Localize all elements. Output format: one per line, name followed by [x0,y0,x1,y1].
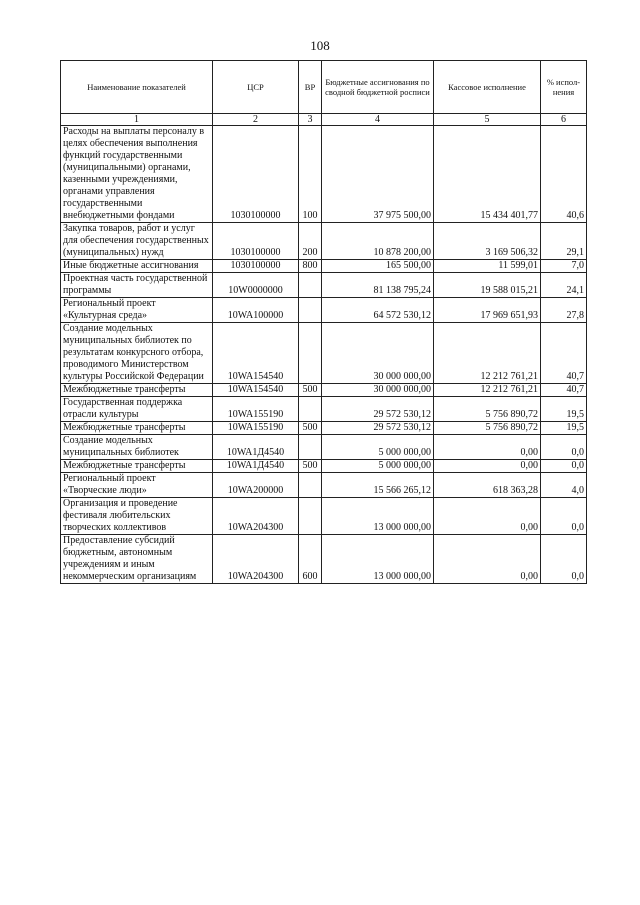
table-row [61,384,587,397]
column-number: 4 [322,114,434,126]
row-percent: 0,0 [541,435,587,460]
row-csr: 10WA100000 [213,298,299,323]
row-csr: 10W0000000 [213,273,299,298]
column-number: 1 [61,114,213,126]
row-allocation: 37 975 500,00 [322,126,434,223]
row-vr: 600 [299,535,322,584]
row-vr: 800 [299,260,322,273]
row-allocation: 10 878 200,00 [322,223,434,260]
row-allocation: 30 000 000,00 [322,384,434,397]
row-csr: 10WA155190 [213,397,299,422]
table-row [61,473,587,498]
header-vr: ВР [299,61,322,114]
row-execution: 17 969 651,93 [434,298,541,323]
table-row [61,323,587,384]
column-number: 3 [299,114,322,126]
row-name: Государственная поддержка отрасли культуры [61,397,213,422]
row-csr: 1030100000 [213,126,299,223]
row-execution: 5 756 890,72 [434,422,541,435]
header-percent: % испол-нения [541,61,587,114]
budget-table [60,60,587,584]
row-execution: 0,00 [434,460,541,473]
table-row [61,498,587,535]
row-name: Региональный проект «Культурная среда» [61,298,213,323]
row-allocation: 13 000 000,00 [322,498,434,535]
row-csr: 1030100000 [213,260,299,273]
row-csr: 10WA154540 [213,323,299,384]
row-name: Расходы на выплаты персоналу в целях обеспечения выполнения функций государственными (муниципальными) органами, казенными учреждениями, органами управления государственными внебюджетными фондами [61,126,213,223]
row-csr: 10WA204300 [213,498,299,535]
row-allocation: 81 138 795,24 [322,273,434,298]
column-number: 2 [213,114,299,126]
row-vr [299,298,322,323]
row-percent: 0,0 [541,460,587,473]
row-vr: 200 [299,223,322,260]
column-number-row [61,114,587,126]
row-vr [299,435,322,460]
row-vr [299,273,322,298]
row-name: Иные бюджетные ассигнования [61,260,213,273]
row-execution: 0,00 [434,498,541,535]
row-percent: 27,8 [541,298,587,323]
row-percent: 40,6 [541,126,587,223]
row-execution: 15 434 401,77 [434,126,541,223]
column-number: 5 [434,114,541,126]
row-allocation: 30 000 000,00 [322,323,434,384]
table-row [61,535,587,584]
table-row [61,260,587,273]
page-number: 108 [310,38,330,53]
row-execution: 5 756 890,72 [434,397,541,422]
row-allocation: 29 572 530,12 [322,397,434,422]
table-row [61,298,587,323]
row-csr: 10WA155190 [213,422,299,435]
row-allocation: 5 000 000,00 [322,435,434,460]
header-csr: ЦСР [213,61,299,114]
row-vr [299,498,322,535]
row-csr: 10WA204300 [213,535,299,584]
row-percent: 19,5 [541,397,587,422]
row-execution: 618 363,28 [434,473,541,498]
header-execution: Кассовое исполнение [434,61,541,114]
row-execution: 0,00 [434,535,541,584]
table-row [61,273,587,298]
row-execution: 12 212 761,21 [434,323,541,384]
table-row [61,126,587,223]
row-csr: 10WA154540 [213,384,299,397]
table-row [61,397,587,422]
table-row [61,223,587,260]
table-header-row [61,61,587,114]
row-allocation: 13 000 000,00 [322,535,434,584]
row-name: Региональный проект «Творческие люди» [61,473,213,498]
row-allocation: 64 572 530,12 [322,298,434,323]
row-name: Межбюджетные трансферты [61,384,213,397]
row-execution: 3 169 506,32 [434,223,541,260]
row-allocation: 165 500,00 [322,260,434,273]
table-row [61,460,587,473]
row-execution: 19 588 015,21 [434,273,541,298]
row-vr: 500 [299,422,322,435]
row-execution: 0,00 [434,435,541,460]
row-vr [299,323,322,384]
row-percent: 19,5 [541,422,587,435]
row-allocation: 5 000 000,00 [322,460,434,473]
row-name: Межбюджетные трансферты [61,422,213,435]
row-percent: 40,7 [541,323,587,384]
row-allocation: 15 566 265,12 [322,473,434,498]
row-percent: 4,0 [541,473,587,498]
row-name: Предоставление субсидий бюджетным, автономным учреждениям и иным некоммерческим организациям [61,535,213,584]
row-name: Закупка товаров, работ и услуг для обеспечения государственных (муниципальных) нужд [61,223,213,260]
header-name: Наименование показателей [61,61,213,114]
row-vr [299,397,322,422]
row-execution: 11 599,01 [434,260,541,273]
row-percent: 29,1 [541,223,587,260]
row-csr: 10WA200000 [213,473,299,498]
table-row [61,435,587,460]
column-number: 6 [541,114,587,126]
row-percent: 24,1 [541,273,587,298]
row-csr: 1030100000 [213,223,299,260]
row-percent: 40,7 [541,384,587,397]
row-vr [299,473,322,498]
row-csr: 10WA1Д4540 [213,435,299,460]
row-csr: 10WA1Д4540 [213,460,299,473]
row-vr: 500 [299,460,322,473]
row-name: Межбюджетные трансферты [61,460,213,473]
row-name: Создание модельных муниципальных библиотек [61,435,213,460]
row-vr: 100 [299,126,322,223]
row-percent: 0,0 [541,498,587,535]
row-name: Проектная часть государственной программы [61,273,213,298]
table-row [61,422,587,435]
row-name: Создание модельных муниципальных библиотек по результатам конкурсного отбора, проводимого Министерством культуры Российской Федерации [61,323,213,384]
row-vr: 500 [299,384,322,397]
row-percent: 7,0 [541,260,587,273]
row-execution: 12 212 761,21 [434,384,541,397]
row-allocation: 29 572 530,12 [322,422,434,435]
row-name: Организация и проведение фестиваля любительских творческих коллективов [61,498,213,535]
header-allocations: Бюджетные ассигнования по сводной бюджетной росписи [322,61,434,114]
row-percent: 0,0 [541,535,587,584]
